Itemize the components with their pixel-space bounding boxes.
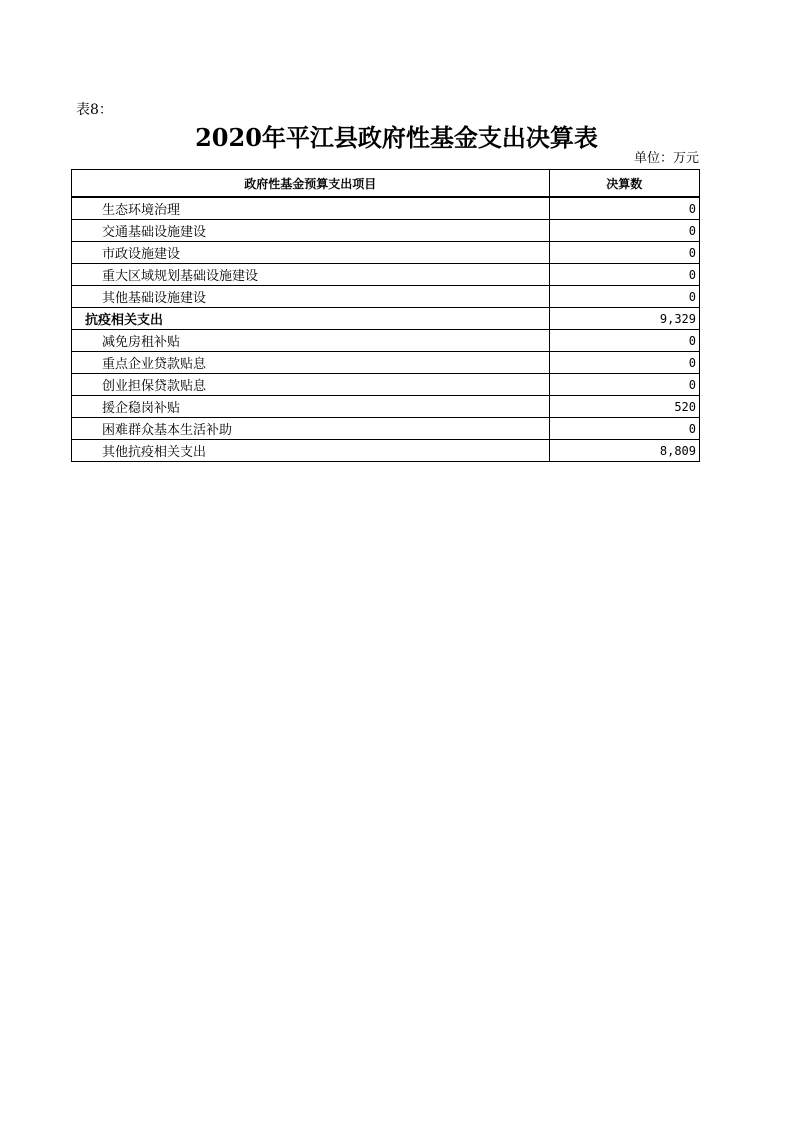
row-item-name: 创业担保贷款贴息 [72, 374, 550, 396]
category-name: 抗疫相关支出 [72, 308, 550, 330]
table-row [72, 374, 700, 396]
table-row [72, 264, 700, 286]
row-item-value: 0 [549, 220, 699, 242]
table-row [72, 418, 700, 440]
row-item-value: 8,809 [549, 440, 699, 462]
row-item-value: 0 [549, 374, 699, 396]
expenditure-table [71, 169, 700, 462]
table-row [72, 352, 700, 374]
row-item-value: 0 [549, 197, 699, 220]
unit-label: 单位：万元 [633, 151, 699, 166]
row-item-value: 520 [549, 396, 699, 418]
category-value: 9,329 [549, 308, 699, 330]
page-title: 2020年平江县政府性基金支出决算表 [195, 123, 598, 152]
table-row [72, 396, 700, 418]
row-item-name: 交通基础设施建设 [72, 220, 550, 242]
row-item-value: 0 [549, 286, 699, 308]
row-item-name: 重点企业贷款贴息 [72, 352, 550, 374]
column-header-value: 决算数 [549, 170, 699, 198]
row-item-name: 困难群众基本生活补助 [72, 418, 550, 440]
table-row [72, 242, 700, 264]
table-row [72, 330, 700, 352]
row-item-value: 0 [549, 352, 699, 374]
table-row-category [72, 308, 700, 330]
row-item-value: 0 [549, 418, 699, 440]
table-number-label: 表8： [76, 102, 113, 118]
table-row [72, 286, 700, 308]
row-item-value: 0 [549, 242, 699, 264]
row-item-name: 生态环境治理 [72, 197, 550, 220]
row-item-name: 其他抗疫相关支出 [72, 440, 550, 462]
row-item-value: 0 [549, 264, 699, 286]
row-item-value: 0 [549, 330, 699, 352]
table-row [72, 220, 700, 242]
column-header-item: 政府性基金预算支出项目 [72, 170, 550, 198]
table-row [72, 197, 700, 220]
row-item-name: 重大区域规划基础设施建设 [72, 264, 550, 286]
row-item-name: 减免房租补贴 [72, 330, 550, 352]
row-item-name: 援企稳岗补贴 [72, 396, 550, 418]
table-header-row [72, 170, 700, 198]
row-item-name: 其他基础设施建设 [72, 286, 550, 308]
table-row [72, 440, 700, 462]
row-item-name: 市政设施建设 [72, 242, 550, 264]
